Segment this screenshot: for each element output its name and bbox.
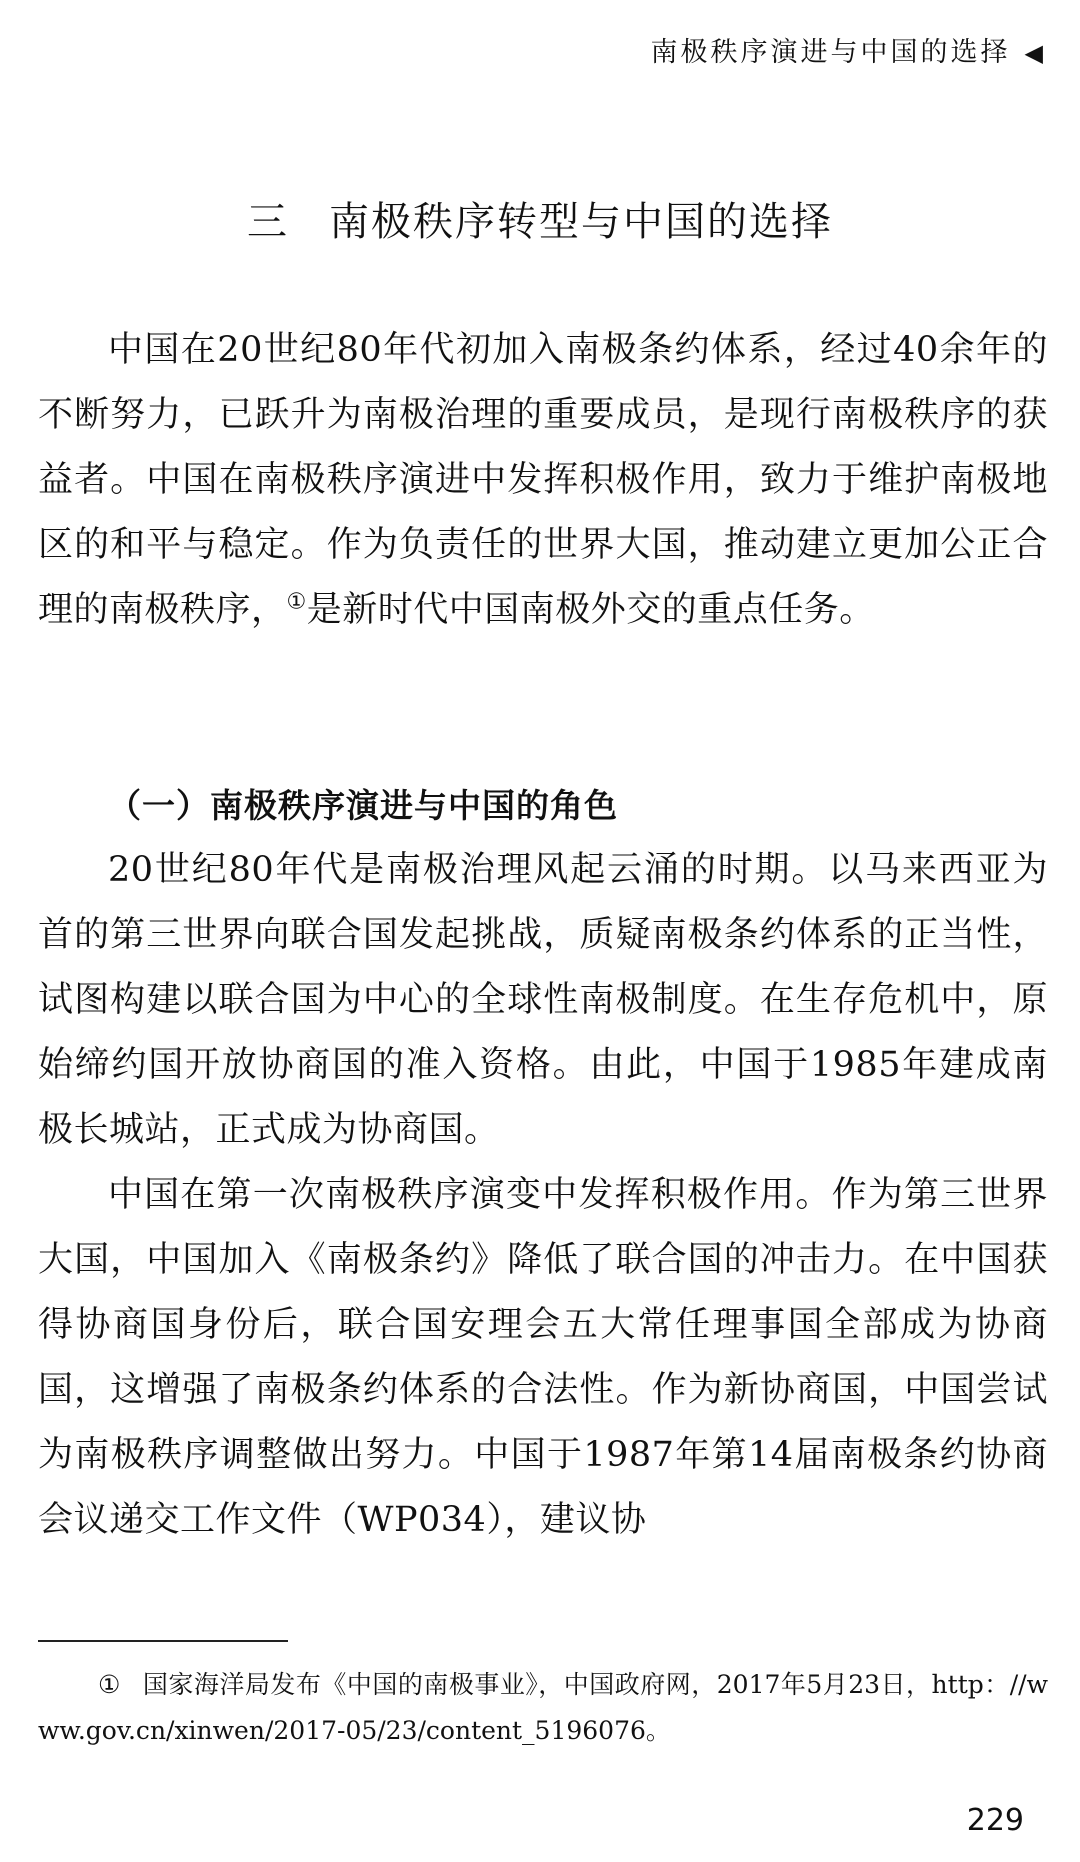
triangle-left-icon: ◀ xyxy=(1024,39,1046,67)
body-text-intro xyxy=(38,318,1048,643)
footnote-1 xyxy=(38,1662,1048,1754)
footnote-1-paragraph xyxy=(38,1662,1048,1754)
subsection-heading: （一）南极秩序演进与中国的角色 xyxy=(108,786,618,825)
paragraph-1-text-end: 是新时代中国南极外交的重点任务。 xyxy=(306,590,875,630)
paragraph-1 xyxy=(38,318,1048,643)
section-title-text: 南极秩序转型与中国的选择 xyxy=(329,199,833,245)
body-text-main xyxy=(38,838,1048,1553)
footnote-1-text: 国家海洋局发布《中国的南极事业》，中国政府网，2017年5月23日，http：//www.gov.cn/xinwen/2017-05/23/content_5196076。 xyxy=(38,1670,1048,1745)
page-number: 229 xyxy=(966,1803,1024,1838)
paragraph-2: 20世纪80年代是南极治理风起云涌的时期。以马来西亚为首的第三世界向联合国发起挑战，质疑南极条约体系的正当性，试图构建以联合国为中心的全球性南极制度。在生存危机中，原始缔约国开放协商国的准入资格。由此，中国于1985年建成南极长城站，正式成为协商国。 xyxy=(38,850,1048,1150)
footnote-ref-1[interactable]: ① xyxy=(286,589,307,615)
footnote-1-mark: ① xyxy=(98,1670,121,1699)
running-header-title: 南极秩序演进与中国的选择 xyxy=(650,37,1011,68)
running-header xyxy=(651,30,1046,69)
section-number: 三 xyxy=(247,199,289,245)
paragraph-1-text: 中国在20世纪80年代初加入南极条约体系，经过40余年的不断努力，已跃升为南极治理的重要成员，是现行南极秩序的获益者。中国在南极秩序演进中发挥积极作用，致力于维护南极地区的和平与稳定。作为负责任的世界大国，推动建立更加公正合理的南极秩序， xyxy=(38,330,1048,630)
footnote-divider xyxy=(38,1640,288,1642)
paragraph-3: 中国在第一次南极秩序演变中发挥积极作用。作为第三世界大国，中国加入《南极条约》降低了联合国的冲击力。在中国获得协商国身份后，联合国安理会五大常任理事国全部成为协商国，这增强了南极条约体系的合法性。作为新协商国，中国尝试为南极秩序调整做出努力。中国于1987年第14届南极条约协商会议递交工作文件（WP034），建议协 xyxy=(38,1175,1048,1540)
section-title xyxy=(0,190,1080,247)
